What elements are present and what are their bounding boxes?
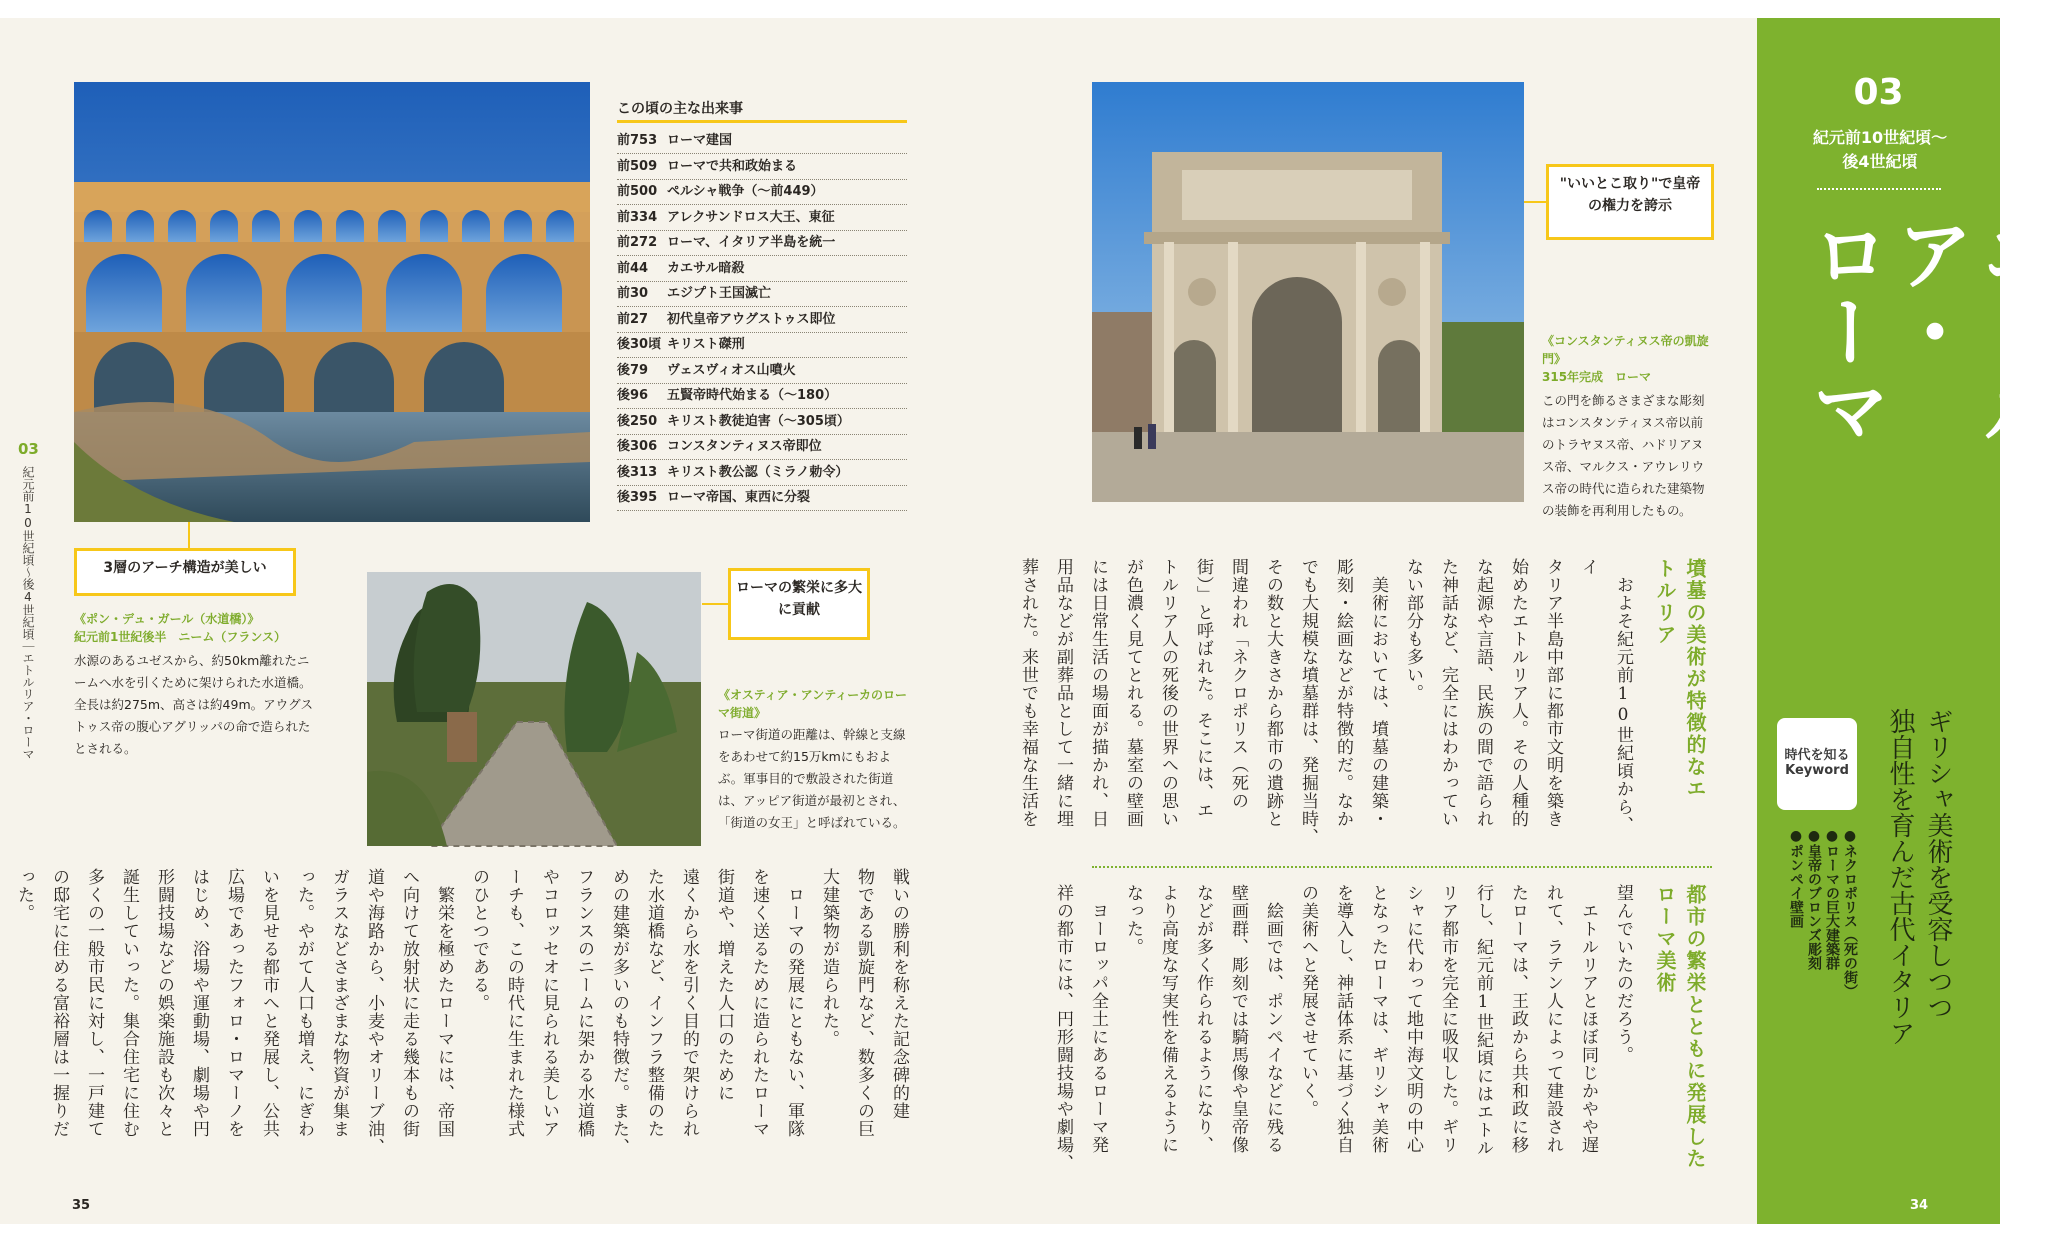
timeline-event: キリスト教徒迫害（〜305頃） (667, 413, 850, 429)
magazine-spread (0, 18, 2059, 1224)
text-column: 望んでいたのだろう。 (1613, 884, 1633, 1064)
text-column: 戦いの勝利を称えた記念碑的建 (889, 868, 909, 1120)
timeline-row (617, 206, 907, 231)
text-column: ーチも、この時代に生まれた様式 (504, 868, 524, 1138)
callout2-leader (702, 603, 728, 605)
arch-of-constantine-photo (1092, 82, 1524, 502)
chapter-title-col1: エトルリア・ (1883, 214, 2059, 526)
text-column: 大建築物が造られた。 (819, 868, 839, 1048)
side-tab-number: 03 (18, 440, 39, 458)
text-column: 多くの一般市民に対し、一戸建て (84, 868, 104, 1138)
caption1-title: 《ポン・デュ・ガール（水道橋）》 (74, 612, 260, 626)
timeline-year: 後96 (617, 388, 649, 403)
text-column: はじめ、浴場や運動場、劇場や円 (189, 868, 209, 1138)
text-column: の美術へと発展させていく。 (1298, 884, 1318, 1118)
timeline-row (617, 308, 907, 333)
roman-road-photo (367, 572, 701, 846)
timeline-event: 五賢帝時代始まる（〜180） (667, 388, 838, 403)
arch-illustration (1092, 82, 1524, 502)
text-column: れて、ラテン人によって建設され (1543, 884, 1563, 1154)
text-column: 物である凱旋門など、数多くの巨 (854, 868, 874, 1138)
text-column: のひとつである。 (469, 868, 489, 1012)
text-column: トルリア人の死後の世界への思い (1158, 558, 1178, 828)
text-column: なった。 (1123, 884, 1143, 956)
caption3-body: この門を飾るさまざまな彫刻はコンスタンティヌス帝以前のトラヤヌス帝、ハドリアヌス帝、マルクス・アウレリウス帝の時代に造られた建築物の装飾を再利用したもの。 (1542, 393, 1705, 518)
timeline-year: 後313 (617, 464, 658, 480)
text-column: へ向けて放射状に走る幾本もの街 (399, 868, 419, 1138)
text-column: めの建築が多いのも特徴だ。また、 (609, 868, 629, 1156)
timeline-row (617, 410, 907, 435)
right-page-number: 34 (1910, 1198, 1929, 1213)
timeline-event: コンスタンティヌス帝即位 (667, 439, 822, 454)
subheading-rome: 都市の繁栄とともに発展したローマ美術 (1653, 884, 1707, 1170)
text-column: 壁画群、彫刻では騎馬像や皇帝像 (1228, 884, 1248, 1154)
timeline-event: ローマ、イタリア半島を統一 (667, 235, 836, 250)
timeline-year: 後250 (617, 413, 658, 429)
caption2-title: 《オスティア・アンティーカのローマ街道》 (718, 688, 908, 720)
keyword-item: ●ローマの巨大建築群 (1824, 828, 1840, 970)
timeline-row (617, 180, 907, 205)
text-column: 広場であったフォロ・ロマーノを (224, 868, 244, 1138)
text-column: が色濃く見てとれる。墓室の壁画 (1123, 558, 1143, 828)
callout-roman-prosperity: ローマの繁栄に多大に貢献 (728, 568, 870, 640)
timeline-event: ローマで共和政始まる (667, 158, 798, 174)
text-column: でも大規模な墳墓群は、発掘当時、 (1298, 558, 1318, 846)
text-column: 繁栄を極めたローマには、帝国 (434, 868, 454, 1138)
text-column: およそ紀元前10世紀頃から、イ (1578, 558, 1633, 834)
lower-body-text (1053, 884, 1640, 1180)
text-column: な起源や言語、民族の間で語られ (1473, 558, 1493, 828)
text-column: た神話など、完全にはわかってい (1438, 558, 1458, 828)
text-column: フランスのニームに架かる水道橋 (574, 868, 594, 1138)
side-tab-text: 紀元前10世紀頃〜後4世紀頃｜エトルリア・ローマ (21, 466, 35, 760)
text-column: 街道や、増えた人口のために (714, 868, 734, 1102)
text-column: エトルリアとほぼ同じかやや遅 (1578, 884, 1598, 1154)
text-column: ローマの発展にともない、軍隊 (784, 868, 804, 1138)
timeline-row (617, 257, 907, 282)
keyword-item: ●ネクロポリス（死の街） (1842, 828, 1858, 998)
timeline-rows (617, 129, 907, 509)
text-column: リア都市を完全に吸収した。ギリ (1438, 884, 1458, 1154)
text-column: った。やがて人口も増え、にぎわ (294, 868, 314, 1138)
timeline-rule (617, 120, 907, 123)
keyword-label-2: Keyword (1785, 763, 1849, 778)
text-column: 絵画では、ポンペイなどに残る (1263, 884, 1283, 1154)
text-column: シャに代わって地中海文明の中心 (1403, 884, 1423, 1154)
text-column: 間違われ「ネクロポリス（死の (1228, 558, 1248, 810)
lead-col1: ギリシャ美術を受容しつつ (1923, 708, 1953, 1020)
upper-body-text (1018, 558, 1640, 848)
timeline-row (617, 282, 907, 307)
text-column: などが多く作られるようになり、 (1193, 884, 1213, 1154)
subheading-etruria: 墳墓の美術が特徴的なエトルリア (1653, 558, 1707, 800)
text-column: より高度な写実性を備えるように (1158, 884, 1178, 1154)
text-column: 街）」と呼ばれた。そこには、エ (1193, 558, 1213, 820)
keyword-item: ●ポンペイ壁画 (1788, 828, 1804, 928)
timeline-year: 前509 (617, 158, 658, 174)
pont-du-gard-photo (74, 82, 590, 522)
keyword-list (1783, 828, 1863, 1128)
timeline-year: 後79 (617, 362, 649, 378)
text-column: タリア半島中部に都市文明を築き (1543, 558, 1563, 828)
text-column: 形闘技場などの娯楽施設も次々と (154, 868, 174, 1138)
timeline-year: 前30 (617, 286, 649, 301)
period-rule (1817, 188, 1941, 190)
road-illustration (367, 572, 701, 846)
left-page-number: 35 (72, 1198, 91, 1213)
timeline-year: 前500 (617, 184, 658, 199)
timeline-event: カエサル暗殺 (667, 260, 745, 276)
timeline-row (617, 129, 907, 154)
text-column: 美術においては、墳墓の建築・ (1368, 558, 1388, 828)
caption3-sub: 315年完成 ローマ (1542, 370, 1652, 384)
timeline-event: ヴェスヴィオス山噴火 (667, 362, 796, 378)
timeline-event: エジプト王国滅亡 (667, 286, 772, 301)
timeline-row (617, 359, 907, 384)
timeline-year: 後306 (617, 439, 658, 454)
text-column: を導入し、神話体系に基づく独自 (1333, 884, 1353, 1154)
aqueduct-illustration (74, 82, 590, 522)
section-divider (1092, 866, 1712, 868)
timeline-event: ローマ帝国、東西に分裂 (667, 490, 811, 505)
timeline-row (617, 384, 907, 409)
text-column: た水道橋など、インフラ整備のた (644, 868, 664, 1138)
chapter-number: 03 (1853, 72, 1904, 113)
text-column: 用品などが副葬品として一緒に埋 (1053, 558, 1073, 828)
text-column: その数と大きさから都市の遺跡と (1263, 558, 1283, 828)
keyword-badge (1777, 718, 1857, 810)
text-column: 遠くから水を引く目的で架けられ (679, 868, 699, 1138)
text-column: ない部分も多い。 (1403, 558, 1423, 702)
lead-col2: 独自性を育んだ古代イタリア (1885, 708, 1915, 1046)
chapter-sidebar (1757, 18, 2059, 1224)
timeline-event: キリスト磔刑 (667, 337, 745, 352)
text-column: った。 (14, 868, 34, 922)
text-column: 彫刻・絵画などが特徴的だ。なか (1333, 558, 1353, 828)
text-column: 葬された。来世でも幸福な生活を (1018, 558, 1038, 828)
text-column: 祥の都市には、円形闘技場や劇場、 (1053, 884, 1073, 1172)
callout3-leader (1524, 201, 1546, 203)
text-column: たローマは、王政から共和政に移 (1508, 884, 1528, 1154)
timeline-year: 前753 (617, 133, 658, 148)
text-column: 道や海路から、小麦やオリーブ油、 (364, 868, 384, 1156)
caption3-title: 《コンスタンティヌス帝の凱旋門》 (1542, 334, 1709, 366)
keyword-item: ●皇帝のブロンズ彫刻 (1806, 828, 1822, 970)
text-column: ヨーロッパ全土にあるローマ発 (1088, 884, 1108, 1154)
timeline-row (617, 435, 907, 460)
timeline-year: 前334 (617, 209, 658, 225)
callout1-leader (188, 522, 190, 548)
text-column: やコロッセオに見られる美しいア (539, 868, 559, 1138)
timeline-row (617, 155, 907, 180)
text-column: を速く送るために造られたローマ (749, 868, 769, 1138)
timeline-year: 前272 (617, 235, 658, 250)
text-column: ガラスなどさまざまな物資が集ま (329, 868, 349, 1138)
timeline-year: 前27 (617, 311, 649, 327)
text-column: となったローマは、ギリシャ美術 (1368, 884, 1388, 1154)
text-column: いを見せる都市へと発展し、公共 (259, 868, 279, 1138)
timeline-title: この頃の主な出来事 (617, 101, 743, 117)
caption2-body: ローマ街道の距離は、幹線と支線をあわせて約15万kmにもおよぶ。軍事目的で敷設された街道は、アッピア街道が最初とされ、「街道の女王」と呼ばれている。 (718, 727, 906, 830)
callout-arch-structure: 3層のアーチ構造が美しい (74, 548, 296, 596)
timeline-row (617, 461, 907, 486)
keyword-label-1: 時代を知る (1784, 748, 1850, 763)
timeline-year: 後395 (617, 490, 658, 505)
text-column: 誕生していった。集合住宅に住む (119, 868, 139, 1138)
text-column: 行し、紀元前1世紀頃にはエトル (1473, 884, 1493, 1157)
timeline-event: 初代皇帝アウグストゥス即位 (667, 311, 836, 327)
chapter-period: 紀元前10世紀頃〜後4世紀頃 (1812, 128, 1948, 171)
callout-emperor-power: "いいとこ取り"で皇帝の権力を誇示 (1546, 164, 1714, 240)
timeline-event: ペルシャ戦争（〜前449） (667, 184, 824, 199)
timeline-event: キリスト教公認（ミラノ勅令） (667, 464, 849, 480)
text-column: には日常生活の場面が描かれ、日 (1088, 558, 1108, 828)
text-column: 始めたエトルリア人。その人種的 (1508, 558, 1528, 828)
timeline-row (617, 333, 907, 358)
timeline-event: ローマ建国 (667, 133, 733, 148)
chapter-title-col2: ローマ (1799, 214, 1889, 448)
timeline-row (617, 486, 907, 511)
timeline-event: アレクサンドロス大王、東征 (667, 209, 835, 225)
caption1-sub: 紀元前1世紀後半 ニーム（フランス） (74, 630, 286, 644)
text-column: の邸宅に住める富裕層は一握りだ (49, 868, 69, 1138)
timeline-year: 前44 (617, 260, 649, 276)
timeline (617, 98, 907, 509)
timeline-year: 後30頃 (617, 337, 662, 352)
caption1-body: 水源のあるユゼスから、約50km離れたニームへ水を引くために架けられた水道橋。全長は約275m、高さは約49m。アウグストゥス帝の腹心アグリッパの命で造られたとされる。 (74, 653, 313, 756)
left-body-text (14, 868, 916, 1180)
timeline-row (617, 231, 907, 256)
